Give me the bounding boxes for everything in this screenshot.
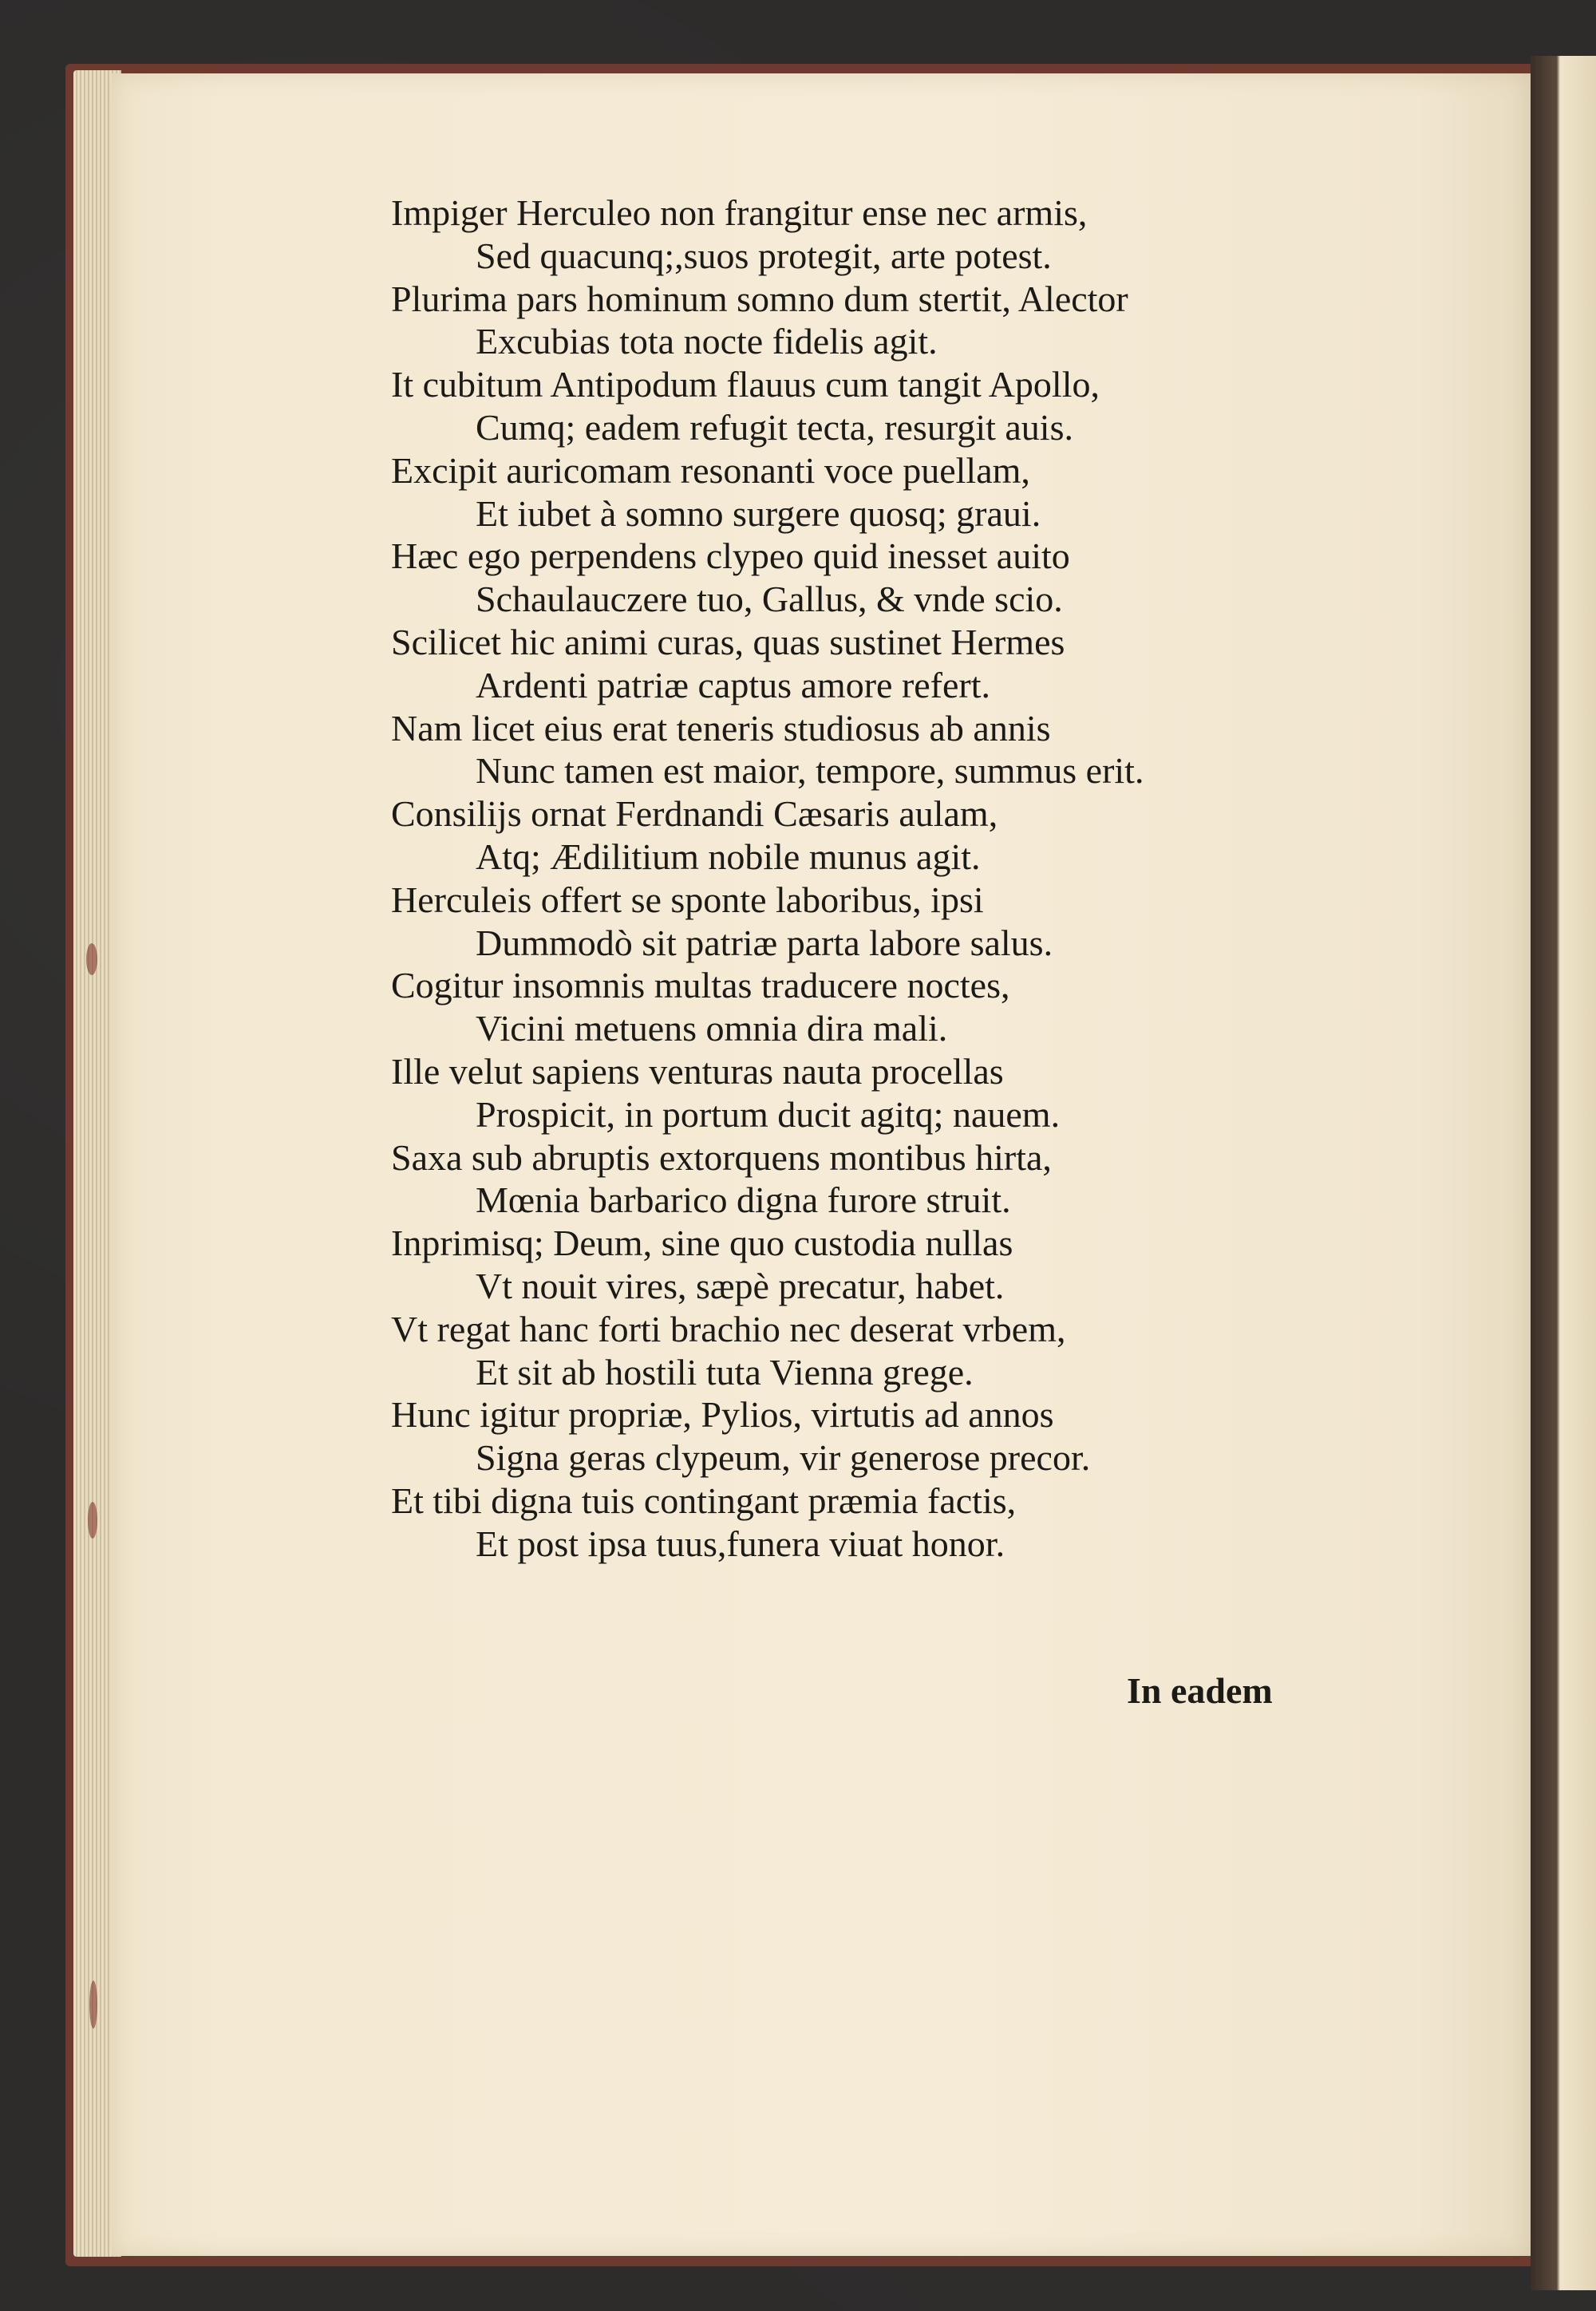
verse-line: Excubias tota nocte fidelis agit. bbox=[476, 321, 938, 362]
verse-line: Cogitur insomnis multas traducere noctes, bbox=[391, 965, 1010, 1006]
verse-line: Consilijs ornat Ferdnandi Cæsaris aulam, bbox=[391, 793, 998, 835]
verse-line: Prospicit, in portum ducit agitq; nauem. bbox=[476, 1093, 1061, 1135]
verse-line: Atq; Ædilitium nobile munus agit. bbox=[476, 836, 981, 877]
foxing-spot bbox=[88, 1502, 97, 1539]
verse-line: Sed quacunq;,suos protegit, arte potest. bbox=[476, 235, 1052, 276]
verse-line: Ardenti patriæ captus amore refert. bbox=[476, 664, 991, 705]
verse-line: Excipit auricomam resonanti voce puellam, bbox=[391, 449, 1030, 491]
verse-line: Cumq; eadem refugit tecta, resurgit auis. bbox=[476, 406, 1073, 448]
foxing-spot bbox=[89, 1981, 97, 2029]
catchword: In eadem bbox=[1127, 1670, 1273, 1711]
verse-line: Inprimisq; Deum, sine quo custodia nullas bbox=[391, 1223, 1013, 1264]
verse-line: Signa geras clypeum, vir generose precor. bbox=[476, 1437, 1091, 1479]
verse-line: Plurima pars hominum somno dum stertit, Alector bbox=[391, 278, 1128, 319]
verse-line: Hunc igitur propriæ, Pylios, virtutis ad annos bbox=[391, 1394, 1054, 1436]
verse-line: Vt regat hanc forti brachio nec deserat vrbem, bbox=[391, 1308, 1066, 1349]
verse-line: Et sit ab hostili tuta Vienna grege. bbox=[476, 1351, 974, 1393]
verse-line: Vt nouit vires, sæpè precatur, habet. bbox=[476, 1265, 1005, 1306]
verse-line: Nam licet eius erat teneris studiosus ab annis bbox=[391, 707, 1051, 749]
verse-line: Nunc tamen est maior, tempore, summus erit. bbox=[476, 750, 1144, 792]
verse-line: Vicini metuens omnia dira mali. bbox=[476, 1008, 948, 1049]
verse-line: Schaulauczere tuo, Gallus, & vnde scio. bbox=[476, 579, 1063, 620]
verse-line: Scilicet hic animi curas, quas sustinet Hermes bbox=[391, 621, 1065, 662]
verse-line: Mœnia barbarico digna furore struit. bbox=[476, 1179, 1011, 1221]
verse-line: Saxa sub abruptis extorquens montibus hirta, bbox=[391, 1136, 1052, 1178]
foxing-spot bbox=[86, 943, 97, 975]
verse-line: Et iubet à somno surgere quosq; graui. bbox=[476, 492, 1041, 534]
verse-line: Dummodò sit patriæ parta labore salus. bbox=[476, 922, 1053, 963]
poem-text bbox=[391, 192, 1309, 1566]
verse-line: Ille velut sapiens venturas nauta procellas bbox=[391, 1050, 1004, 1092]
verse-line: Et tibi digna tuis contingant præmia factis, bbox=[391, 1479, 1017, 1521]
verse-line: Herculeis offert se sponte laboribus, ipsi bbox=[391, 879, 984, 920]
facing-page-edge bbox=[1531, 56, 1596, 2290]
verse-line: Impiger Herculeo non frangitur ense nec armis, bbox=[391, 192, 1088, 233]
verse-line: Et post ipsa tuus,funera viuat honor. bbox=[476, 1523, 1005, 1564]
verse-line: Hæc ego perpendens clypeo quid inesset auito bbox=[391, 535, 1070, 577]
verse-line: It cubitum Antipodum flauus cum tangit Apollo, bbox=[391, 364, 1100, 405]
